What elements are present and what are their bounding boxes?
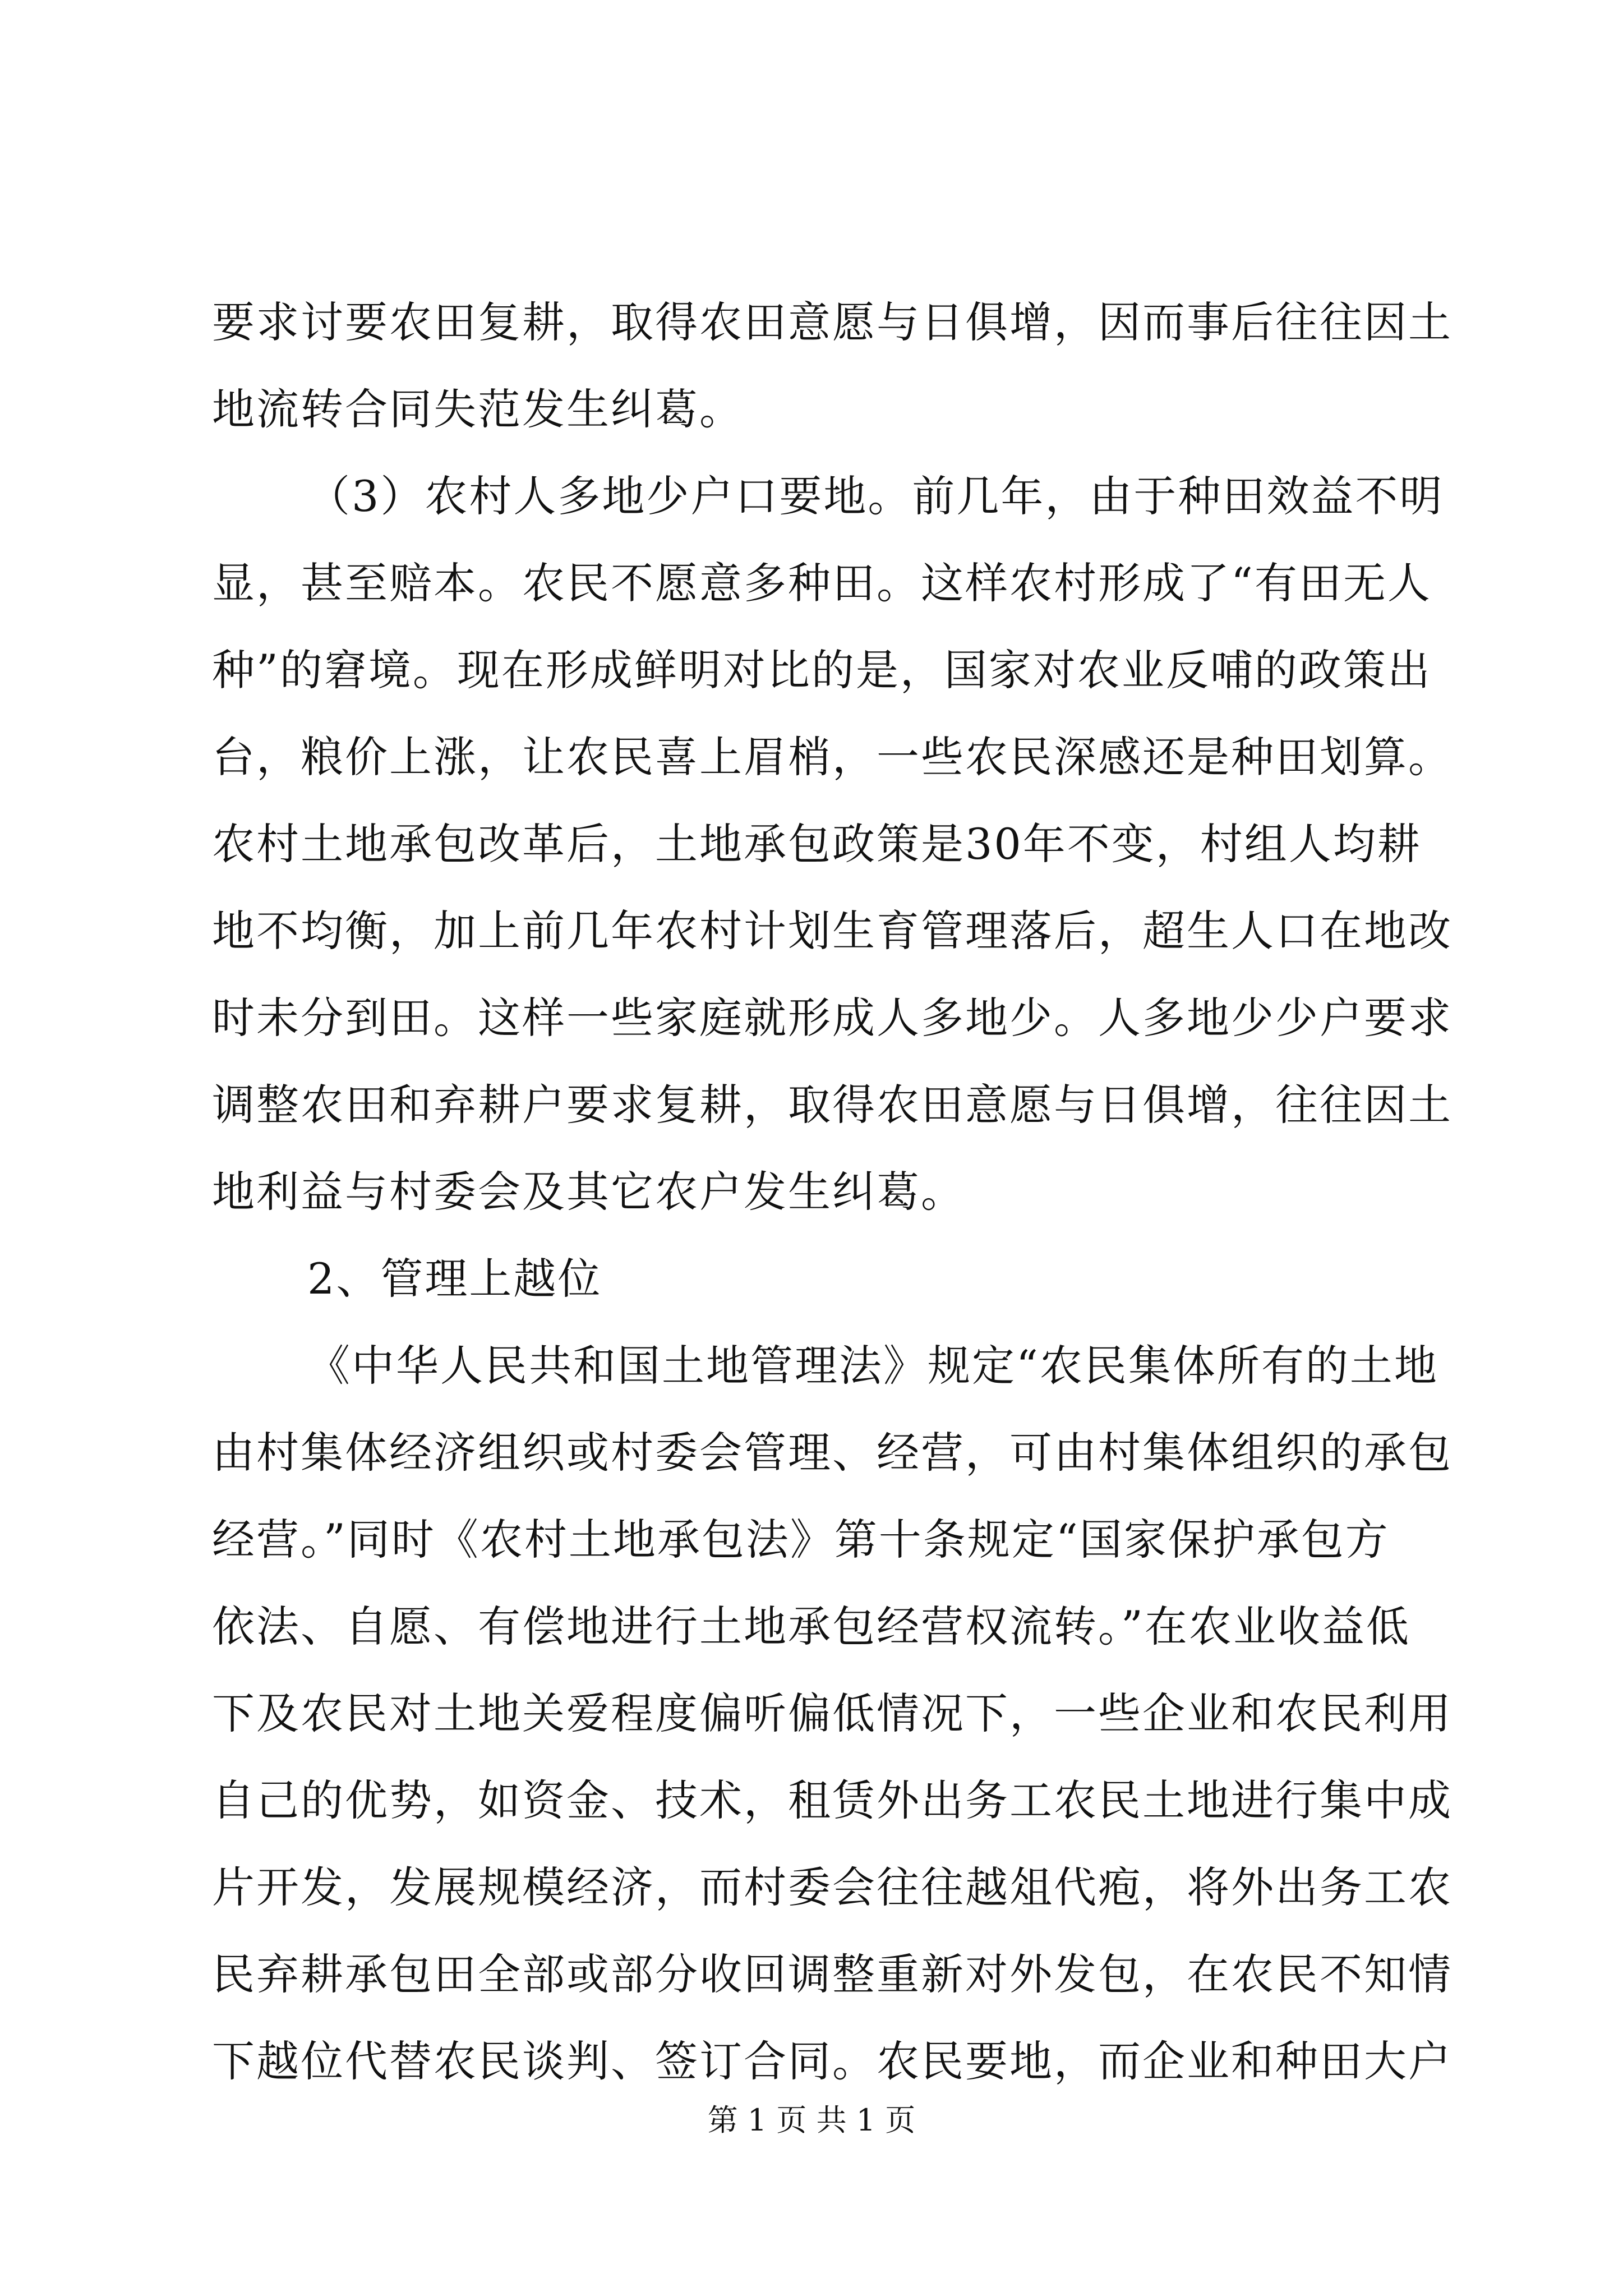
text-line: 依法、自愿、有偿地进行土地承包经营权流转。”在农业收益低 — [212, 1602, 1410, 1651]
text-line: 片开发，发展规模经济，而村委会往往越俎代疱，将外出务工农 — [212, 1862, 1453, 1912]
text-line: 地利益与村委会及其它农户发生纠葛。 — [212, 1167, 965, 1217]
text-line: 地不均衡，加上前几年农村计划生育管理落后，超生人口在地改 — [212, 906, 1453, 956]
page-number-footer: 第 1 页 共 1 页 — [707, 2102, 916, 2138]
text-line: 农村土地承包改革后，土地承包政策是30年不变，村组人均耕 — [212, 819, 1422, 869]
text-line: （3）农村人多地少户口要地。前几年，由于种田效益不明 — [307, 471, 1444, 521]
text-line: 要求讨要农田复耕，取得农田意愿与日俱增，因而事后往往因土 — [212, 297, 1453, 347]
text-line: 下越位代替农民谈判、签订合同。农民要地，而企业和种田大户 — [212, 2036, 1453, 2086]
text-line: 经营。”同时《农村土地承包法》第十条规定“国家保护承包方 — [212, 1515, 1390, 1565]
text-line: 台，粮价上涨，让农民喜上眉梢，一些农民深感还是种田划算。 — [212, 732, 1453, 782]
text-line: 时未分到田。这样一些家庭就形成人多地少。人多地少少户要求 — [212, 993, 1453, 1043]
text-line: 下及农民对土地关爱程度偏听偏低情况下，一些企业和农民利用 — [212, 1688, 1453, 1738]
text-line: 自己的优势，如资金、技术，租赁外出务工农民土地进行集中成 — [212, 1775, 1453, 1825]
text-line: 民弃耕承包田全部或部分收回调整重新对外发包，在农民不知情 — [212, 1949, 1453, 1999]
text-line: 显，甚至赔本。农民不愿意多种田。这样农村形成了“有田无人 — [212, 558, 1432, 608]
text-line: 由村集体经济组织或村委会管理、经营，可由村集体组织的承包 — [212, 1428, 1453, 1478]
text-line: 种”的窘境。现在形成鲜明对比的是，国家对农业反哺的政策出 — [212, 645, 1432, 695]
section-heading: 2、管理上越位 — [307, 1254, 602, 1304]
text-line: 调整农田和弃耕户要求复耕，取得农田意愿与日俱增，往往因土 — [212, 1080, 1453, 1130]
text-line: 《中华人民共和国土地管理法》规定“农民集体所有的土地 — [307, 1341, 1438, 1391]
text-line: 地流转合同失范发生纠葛。 — [212, 384, 744, 434]
